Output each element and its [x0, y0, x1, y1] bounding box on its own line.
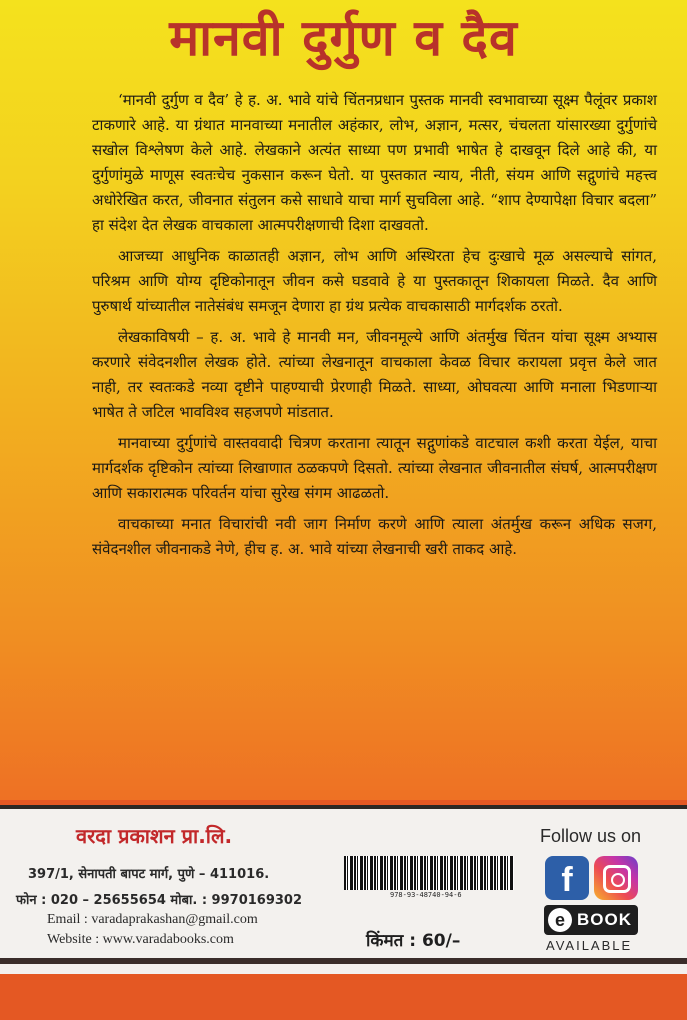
publisher-phone: फोन : 020 – 25655654 मोबा. : 9970169302: [16, 893, 303, 908]
instagram-icon: [594, 856, 638, 900]
bottom-divider: [0, 958, 687, 964]
publisher-name: वरदा प्रकाशन प्रा.लि.: [76, 824, 233, 848]
publisher-email: Email : varadaprakashan@gmail.com: [47, 912, 258, 927]
ebook-label: BOOK: [577, 910, 632, 929]
publisher-website: Website : www.varadabooks.com: [47, 932, 234, 947]
blurb-paragraph-5: वाचकाच्या मनात विचारांची नवी जाग निर्माण करणे आणि त्याला अंतर्मुख करून अधिक सजग, संवेदनशील जीवनाकडे नेणे, हीच ह. अ. भावे यांच्या लेखनाची खरी ताकद आहे.: [92, 515, 657, 558]
follow-us-label: Follow us on: [540, 826, 642, 846]
book-title: मानवी दुर्गुण व दैव: [169, 9, 518, 67]
blurb-paragraph-2: आजच्या आधुनिक काळातही अज्ञान, लोभ आणि अस्थिरता हेच दुःखाचे मूळ असल्याचे सांगत, परिश्रम आणि योग्य दृष्टिकोनातून जीवन कसे घडवावे हे या पुस्तकातून शिकायला मिळते. दैव आणि पुरुषार्थ यांच्यातील नातेसंबंध समजून देणारा हा ग्रंथ प्रत्येक वाचकासाठी मार्गदर्शक ठरतो.: [92, 247, 657, 315]
publisher-address: 397/1, सेनापती बापट मार्ग, पुणे – 411016.: [28, 867, 270, 882]
price-label: किंमत : 60/–: [366, 931, 461, 951]
ebook-e-icon: e: [548, 908, 572, 932]
ebook-badge: [544, 905, 638, 935]
isbn-barcode: [344, 856, 514, 890]
blurb-paragraph-1: ‘मानवी दुर्गुण व दैव’ हे ह. अ. भावे यांचे चिंतनप्रधान पुस्तक मानवी स्वभावाच्या सूक्ष्म पैलूंवर प्रकाश टाकणारे आहे. या ग्रंथात मानवाच्या मनातील अहंकार, लोभ, अज्ञान, मत्सर, चंचलता यांसारख्या दुर्गुणांचे सखोल विश्लेषण केले आहे. लेखकाने अत्यंत साध्या पण प्रभावी भाषेत हे दाखवून दिले आहे की, या दुर्गुणांमुळे माणूस स्वतःचेच नुकसान करून घेतो. या पुस्तकात न्याय, नीती, संयम आणि सद्गुणांचे महत्त्व अधोरेखित करत, जीवनात संतुलन कसे साधावे याचा मार्ग सुचविला आहे. “शाप देण्यापेक्षा विचार बदला” हा संदेश देत लेखक वाचकाला आत्मपरीक्षणाची दिशा दाखवतो.: [92, 91, 657, 234]
facebook-icon: f: [545, 856, 589, 900]
available-label: AVAILABLE: [546, 938, 633, 953]
isbn-text: 978-93-48740-94-6: [390, 891, 462, 899]
blurb-paragraph-3: लेखकाविषयी – ह. अ. भावे हे मानवी मन, जीवनमूल्ये आणि अंतर्मुख चिंतन यांचा सूक्ष्म अभ्यास करणारे संवेदनशील लेखक होते. त्यांच्या लेखनातून वाचकाला केवळ विचार करायला प्रवृत्त केले जात नाही, तर स्वतःकडे नव्या दृष्टीने पाहण्याची प्रेरणाही मिळते. साध्या, ओघवत्या आणि मनाला भिडणाऱ्या भाषेत ते जटिल भावविश्व सहजपणे मांडतात.: [92, 328, 657, 421]
back-cover-blurb: [92, 88, 657, 568]
blurb-paragraph-4: मानवाच्या दुर्गुणांचे वास्तववादी चित्रण करताना त्यातून सद्गुणांकडे वाटचाल कशी करता येईल, याचा मार्गदर्शक दृष्टिकोन त्यांच्या लिखाणात ठळकपणे दिसतो. त्यांच्या लेखनात जीवनातील संघर्ष, आत्मपरीक्षण आणि सकारात्मक परिवर्तन यांचा सुरेख संगम आढळतो.: [92, 434, 657, 502]
